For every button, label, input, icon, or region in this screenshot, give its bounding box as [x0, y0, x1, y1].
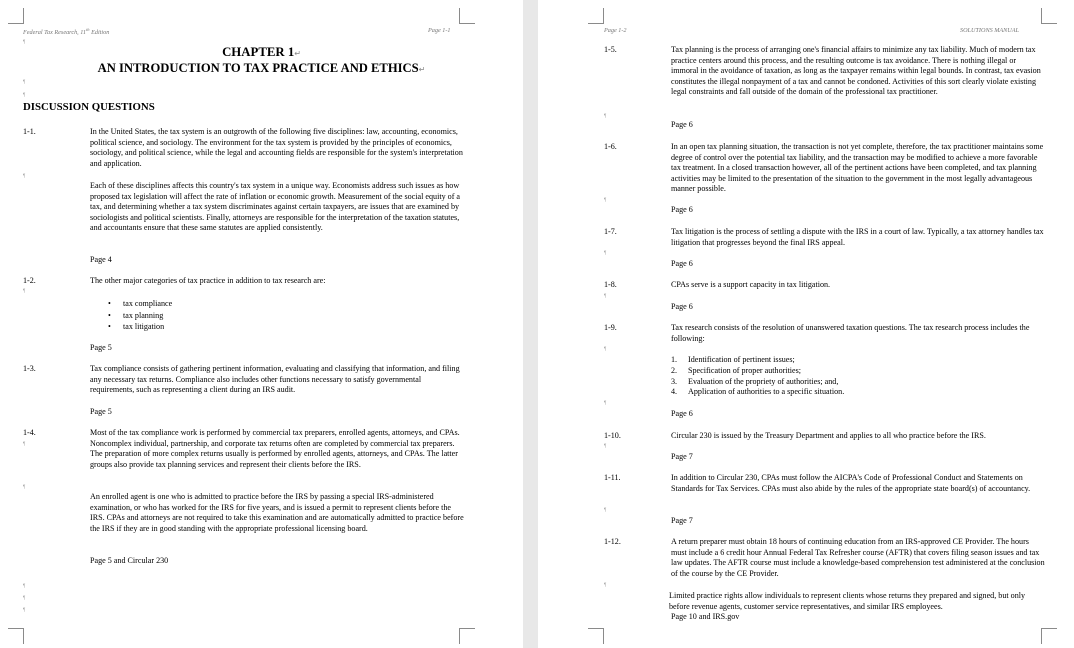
question-number: 1-1. — [23, 127, 36, 136]
answer-paragraph: In the United States, the tax system is an outgrowth of the following five disciplines: law, accounting, economics, political science, and sociology. The environment for the tax system is provided by the principles of economics, sociology, and political science, while the legal and accounting fields are responsible for the system's interpretation and application. — [90, 127, 463, 168]
paragraph-mark: ¶ — [23, 289, 26, 294]
question-number: 1-7. — [604, 227, 617, 236]
crop-mark-bottom-left — [588, 628, 604, 644]
answer-paragraph: Most of the tax compliance work is performed by commercial tax preparers, enrolled agents, attorneys, and CPAs. Noncomplex individual, partnership, and corporate tax returns often are completed by commercial tax preparers. The preparation of more complex returns usually is performed by enrolled agents, attorneys, and CPAs. The latter groups also provide tax planning services and represent their clients before the IRS. — [90, 428, 460, 469]
page-reference: Page 7 — [671, 516, 693, 525]
paragraph-mark: ¶ — [23, 442, 26, 447]
paragraph-mark: ¶ — [23, 40, 26, 45]
numbered-list — [671, 355, 844, 398]
crop-mark-bottom-right — [1041, 628, 1057, 644]
page-reference: Page 6 — [671, 259, 693, 268]
paragraph-mark: ¶ — [604, 347, 607, 352]
answer-paragraph: Tax compliance consists of gathering pertinent information, evaluating and classifying that information, and filing any necessary tax returns. Compliance also includes other functions necessary to satisfy governmental requirements, such as representing a client during an IRS audit. — [90, 364, 460, 395]
paragraph-mark: ¶ — [23, 80, 26, 85]
question-number: 1-9. — [604, 323, 617, 332]
question-number: 1-12. — [604, 537, 621, 546]
question-number: 1-2. — [23, 276, 36, 285]
page-reference: Page 5 — [90, 343, 112, 352]
answer-paragraph: A return preparer must obtain 18 hours of continuing education from an IRS-approved CE Provider. The hours must include a 6 credit hour Annual Federal Tax Refresher course (AFTR) that covers filing season issues and tax law updates. The AFTR course must include a knowledge-based comprehension test administered at the conclusion of the course by the CE Provider. — [671, 537, 1045, 578]
question-number: 1-4. — [23, 428, 36, 437]
answer-paragraph: Limited practice rights allow individuals to represent clients whose returns they prepared and signed, but only before revenue agents, customer service representatives, and similar IRS employees. — [669, 591, 1026, 611]
chapter-title: CHAPTER 1↵ — [222, 45, 301, 59]
page-reference: Page 5 and Circular 230 — [90, 556, 169, 565]
paragraph-mark: ¶ — [604, 444, 607, 449]
crop-mark-bottom-left — [8, 628, 24, 644]
crop-mark-top-right — [1041, 8, 1057, 24]
crop-mark-bottom-right — [459, 628, 475, 644]
paragraph-mark: ¶ — [23, 584, 26, 589]
question-number: 1-10. — [604, 431, 621, 440]
question-number: 1-5. — [604, 45, 617, 54]
paragraph-mark: ¶ — [23, 174, 26, 179]
question-number: 1-6. — [604, 142, 617, 151]
page-reference: Page 6 — [671, 409, 693, 418]
question-number: 1-11. — [604, 473, 621, 482]
list-item: 2. Specification of proper authorities; — [671, 365, 802, 375]
running-header-page: Page 1-2 — [604, 27, 627, 34]
paragraph-mark: ¶ — [604, 401, 607, 406]
list-item: • tax litigation — [108, 321, 172, 333]
answer-paragraph: Tax planning is the process of arranging one's financial affairs to minimize any tax liability. Much of modern tax practice centers around this process, and the resulting outcome is tax avoidance. There is nothing illegal or immoral in the avoidance of taxation, as long as the taxpayer remains within legal bounds. In contrast, tax evasion constitutes the illegal nonpayment of a tax and cannot be condoned. Activities of this sort clearly violate existing legal constraints and fall outside of the domain of the professional tax practitioner. — [671, 45, 1041, 97]
running-header-left: Federal Tax Research, 11th Edition — [23, 27, 110, 37]
paragraph-mark: ¶ — [604, 251, 607, 256]
running-header-right: SOLUTIONS MANUAL — [960, 27, 1019, 34]
crop-mark-top-right — [459, 8, 475, 24]
crop-mark-top-left — [8, 8, 24, 24]
answer-paragraph: The other major categories of tax practice in addition to tax research are: — [90, 276, 326, 285]
page-reference: Page 7 — [671, 452, 693, 461]
paragraph-mark: ¶ — [23, 485, 26, 490]
paragraph-mark: ¶ — [23, 608, 26, 613]
question-number: 1-8. — [604, 280, 617, 289]
answer-paragraph: Tax research consists of the resolution of unanswered taxation questions. The tax research process includes the following: — [671, 323, 1030, 343]
question-number: 1-3. — [23, 364, 36, 373]
crop-mark-top-left — [588, 8, 604, 24]
answer-paragraph: An enrolled agent is one who is admitted to practice before the IRS by passing a special IRS-administered examination, or who has worked for the IRS for five years, and is issued a permit to represent clients before the IRS. CPAs and attorneys are not required to take this examination and are automatically admitted to practice before the IRS if they are in good standing with the appropriate professional licensing board. — [90, 492, 464, 533]
page-reference: Page 5 — [90, 407, 112, 416]
running-header-page: Page 1-1 — [428, 27, 451, 34]
chapter-subtitle: AN INTRODUCTION TO TAX PRACTICE AND ETHICS↵ — [97, 61, 426, 75]
bullet-list — [108, 298, 172, 333]
page-reference: Page 6 — [671, 120, 693, 129]
list-item: • tax compliance — [108, 298, 172, 310]
paragraph-mark: ¶ — [23, 596, 26, 601]
answer-paragraph: In addition to Circular 230, CPAs must follow the AICPA's Code of Professional Conduct and Statements on Standards for Tax Services. CPAs must also abide by the rules of the appropriate state board(s) of accountancy. — [671, 473, 1031, 493]
list-item: 1. Identification of pertinent issues; — [671, 355, 795, 364]
answer-paragraph: Each of these disciplines affects this country's tax system in a unique way. Economists address such issues as how proposed tax legislation will affect the rate of inflation or economic growth. Measurement of the social equity of a tax, and determining whether a tax system discriminates against certain taxpayers, are issues that are examined by sociologists and political scientists. Finally, attorneys are responsible for the interpretation of the taxation statutes, and accountants ensure that these same statutes are applied consistently. — [90, 181, 461, 233]
page-reference: Page 10 and IRS.gov — [671, 612, 740, 621]
paragraph-mark: ¶ — [604, 294, 607, 299]
answer-paragraph: CPAs serve is a support capacity in tax litigation. — [671, 280, 831, 289]
left-page — [0, 0, 523, 648]
page-reference: Page 4 — [90, 255, 112, 264]
list-item: 4. Application of authorities to a specific situation. — [671, 387, 845, 397]
page-reference: Page 6 — [671, 302, 693, 311]
paragraph-mark: ¶ — [23, 93, 26, 98]
paragraph-mark: ¶ — [604, 198, 607, 203]
list-item: 3. Evaluation of the propriety of authorities; and, — [671, 376, 839, 386]
paragraph-mark: ¶ — [604, 508, 607, 513]
paragraph-mark: ¶ — [604, 583, 607, 588]
section-heading: DISCUSSION QUESTIONS — [23, 101, 155, 113]
page-gutter — [523, 0, 538, 648]
page-reference: Page 6 — [671, 205, 693, 214]
answer-paragraph: In an open tax planning situation, the transaction is not yet complete, therefore, the tax practitioner maintains some degree of control over the potential tax liability, and the transaction may be modified to achieve a more favorable tax treatment. In a closed transaction however, all of the pertinent actions have been completed, and tax planning activities may be limited to the presentation of the situation to the government in the most legally advantageous manner possible. — [671, 142, 1044, 194]
list-item: • tax planning — [108, 310, 172, 322]
answer-paragraph: Circular 230 is issued by the Treasury Department and applies to all who practice before the IRS. — [671, 431, 986, 440]
answer-paragraph: Tax litigation is the process of settling a dispute with the IRS in a court of law. Typically, a tax attorney handles tax litigation that progresses beyond the final IRS appeal. — [671, 227, 1044, 247]
paragraph-mark: ¶ — [604, 114, 607, 119]
